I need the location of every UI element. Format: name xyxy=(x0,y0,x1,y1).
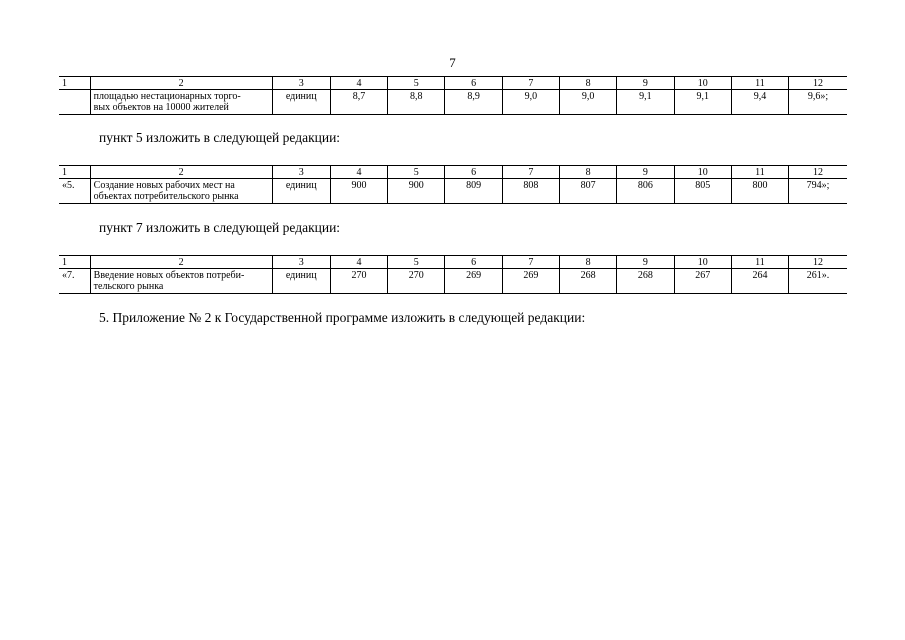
indicator-table-3 xyxy=(59,255,847,294)
header-cell: 5 xyxy=(388,77,445,90)
indicator-name-line: площадью нестационарных торго- xyxy=(93,91,241,102)
header-cell: 1 xyxy=(59,77,90,90)
header-cell: 5 xyxy=(388,166,445,179)
header-cell: 10 xyxy=(674,166,731,179)
header-cell: 5 xyxy=(388,256,445,269)
header-cell: 10 xyxy=(674,256,731,269)
indicator-name-line: объектах потребительского рынка xyxy=(93,191,239,202)
header-cell: 4 xyxy=(330,77,387,90)
value-cell: 9,1 xyxy=(674,90,731,115)
header-cell: 11 xyxy=(731,256,788,269)
header-cell: 9 xyxy=(617,77,674,90)
value-cell: 9,0 xyxy=(559,90,616,115)
value-cell: 794»; xyxy=(789,179,847,204)
header-cell: 9 xyxy=(617,256,674,269)
indicator-name xyxy=(90,90,272,115)
header-cell: 7 xyxy=(502,256,559,269)
indicator-name-line: Введение новых объектов потреби- xyxy=(93,270,245,281)
value-cell: 9,1 xyxy=(617,90,674,115)
header-cell: 2 xyxy=(90,166,272,179)
indicator-name-line: Создание новых рабочих мест на xyxy=(93,180,235,191)
header-cell: 6 xyxy=(445,256,502,269)
value-cell: 805 xyxy=(674,179,731,204)
indicator-table-1 xyxy=(59,76,847,115)
table-header-row xyxy=(59,77,847,90)
value-cell: 808 xyxy=(502,179,559,204)
value-cell: 800 xyxy=(731,179,788,204)
value-cell: 269 xyxy=(502,269,559,294)
header-cell: 8 xyxy=(559,256,616,269)
indicator-table-2 xyxy=(59,165,847,204)
header-cell: 1 xyxy=(59,166,90,179)
value-cell: 270 xyxy=(388,269,445,294)
value-cell: 9,4 xyxy=(731,90,788,115)
paragraph: 5. Приложение № 2 к Государственной программе изложить в следующей редакции: xyxy=(99,310,586,325)
value-cell: 261». xyxy=(789,269,847,294)
header-cell: 7 xyxy=(502,77,559,90)
indicator-name xyxy=(90,179,272,204)
value-cell: 8,7 xyxy=(330,90,387,115)
header-cell: 8 xyxy=(559,166,616,179)
header-cell: 3 xyxy=(272,77,330,90)
value-cell: 269 xyxy=(445,269,502,294)
paragraph: пункт 5 изложить в следующей редакции: xyxy=(99,130,341,145)
value-cell: 9,0 xyxy=(502,90,559,115)
header-cell: 11 xyxy=(731,166,788,179)
header-cell: 6 xyxy=(445,166,502,179)
table-row xyxy=(59,269,847,294)
paragraph: пункт 7 изложить в следующей редакции: xyxy=(99,220,341,235)
header-cell: 3 xyxy=(272,166,330,179)
header-cell: 2 xyxy=(90,256,272,269)
value-cell: 900 xyxy=(330,179,387,204)
value-cell: 8,9 xyxy=(445,90,502,115)
header-cell: 1 xyxy=(59,256,90,269)
unit-cell: единиц xyxy=(272,90,330,115)
table-row xyxy=(59,179,847,204)
header-cell: 3 xyxy=(272,256,330,269)
indicator-name-line: тельского рынка xyxy=(93,281,164,292)
value-cell: 267 xyxy=(674,269,731,294)
indicator-name-line: вых объектов на 10000 жителей xyxy=(93,102,229,113)
header-cell: 7 xyxy=(502,166,559,179)
row-number: «5. xyxy=(59,179,90,204)
value-cell: 809 xyxy=(445,179,502,204)
table-header-row xyxy=(59,166,847,179)
table-header-row xyxy=(59,256,847,269)
header-cell: 12 xyxy=(789,256,847,269)
table-row xyxy=(59,90,847,115)
unit-cell: единиц xyxy=(272,179,330,204)
value-cell: 268 xyxy=(617,269,674,294)
header-cell: 8 xyxy=(559,77,616,90)
value-cell: 9,6»; xyxy=(789,90,847,115)
page-number: 7 xyxy=(449,55,456,70)
header-cell: 9 xyxy=(617,166,674,179)
header-cell: 4 xyxy=(330,166,387,179)
value-cell: 264 xyxy=(731,269,788,294)
value-cell: 807 xyxy=(559,179,616,204)
header-cell: 10 xyxy=(674,77,731,90)
header-cell: 6 xyxy=(445,77,502,90)
row-number: «7. xyxy=(59,269,90,294)
header-cell: 12 xyxy=(789,77,847,90)
value-cell: 270 xyxy=(330,269,387,294)
value-cell: 268 xyxy=(559,269,616,294)
value-cell: 8,8 xyxy=(388,90,445,115)
header-cell: 2 xyxy=(90,77,272,90)
value-cell: 806 xyxy=(617,179,674,204)
header-cell: 11 xyxy=(731,77,788,90)
indicator-name xyxy=(90,269,272,294)
unit-cell: единиц xyxy=(272,269,330,294)
header-cell: 12 xyxy=(789,166,847,179)
row-number xyxy=(59,90,90,115)
header-cell: 4 xyxy=(330,256,387,269)
value-cell: 900 xyxy=(388,179,445,204)
